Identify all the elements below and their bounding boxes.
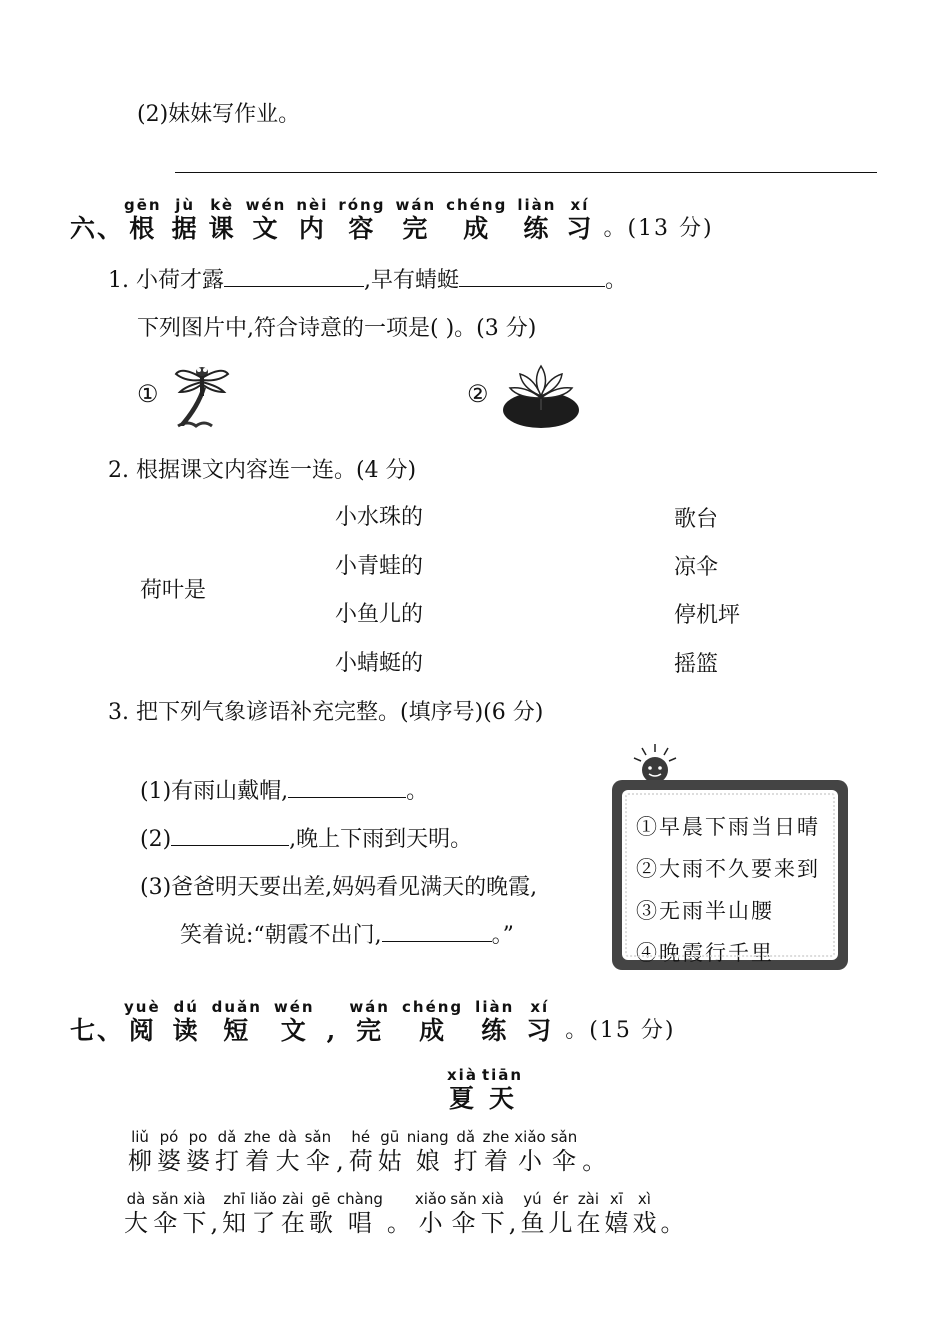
- q1-end: 。: [604, 268, 627, 293]
- q3-item-1: [140, 774, 428, 805]
- passage-line-1-hanzi: 婆: [186, 1147, 210, 1175]
- section-6-title-char: [209, 196, 236, 244]
- section-7-title-pinyin: xí: [530, 998, 550, 1016]
- passage-line-2-char: [548, 1190, 572, 1238]
- section-7-title-hanzi: 短: [223, 1016, 251, 1045]
- section-7-title-char: [274, 998, 315, 1046]
- passage-line-2-hanzi: 下: [480, 1209, 505, 1237]
- passage-line-1-pinyin: gū: [380, 1128, 400, 1146]
- q2-right-3[interactable]: 停机坪: [674, 603, 741, 628]
- passage-line-2-char: [250, 1190, 277, 1238]
- section-6-title-pinyin: jù: [175, 196, 196, 214]
- q3-item-2-end: ,晚上下雨到天明。: [289, 827, 473, 852]
- q3-item-3a: (3)爸爸明天要出差,妈妈看见满天的晚霞,: [140, 875, 538, 900]
- passage-line-2-char: [211, 1190, 219, 1238]
- passage-line-1-hanzi: 婆: [157, 1147, 181, 1175]
- passage-line-2-hanzi: ,: [508, 1209, 517, 1237]
- passage-line-1-pinyin: pó: [159, 1128, 179, 1146]
- passage-line-2-pinyin: xì: [637, 1190, 651, 1208]
- section-6-title-hanzi: 根: [129, 214, 157, 243]
- passage-line-2-char: [124, 1190, 148, 1238]
- passage-line-2-char: [281, 1190, 305, 1238]
- passage-line-2-char: [520, 1190, 544, 1238]
- section-6-title-hanzi: 内: [298, 214, 326, 243]
- passage-line-1-hanzi: 。: [582, 1147, 607, 1175]
- section-7-title-pinyin: wén: [273, 998, 315, 1016]
- passage-line-1-char: [514, 1128, 545, 1176]
- passage-line-2-char: [604, 1190, 628, 1238]
- passage-line-2-char: [309, 1190, 333, 1238]
- lotus-icon[interactable]: [500, 358, 582, 430]
- passage-line-1-char: [244, 1128, 271, 1176]
- section-6-title-char: [446, 196, 507, 244]
- section-7-title-pinyin: dú: [173, 998, 199, 1016]
- q3-item-1-end: 。: [406, 779, 429, 804]
- passage-title-pinyin: xià: [447, 1066, 478, 1084]
- passage-line-1-hanzi: ,: [336, 1147, 344, 1175]
- section-6-title-char: [566, 196, 593, 244]
- passage-line-2-char: [576, 1190, 600, 1238]
- section-6-title-char: [338, 196, 385, 244]
- passage-line-2-hanzi: 歌: [308, 1209, 333, 1237]
- passage-line-1-pinyin: dǎ: [456, 1128, 476, 1146]
- section-7-title-char: [349, 998, 390, 1046]
- passage-title-hanzi: 天: [489, 1084, 517, 1113]
- q1-label: 1. 小荷才露: [108, 268, 224, 293]
- q3-item-3b: [180, 918, 514, 949]
- section-7-title-hanzi: 成: [419, 1016, 447, 1045]
- passage-line-1-hanzi: 伞: [551, 1147, 576, 1175]
- passage-line-1-pinyin: dà: [278, 1128, 297, 1146]
- option-2-label[interactable]: ②: [467, 380, 489, 408]
- passage-line-1-char: [305, 1128, 332, 1176]
- section-7-prefix: 七、: [70, 1016, 125, 1045]
- passage-line-1-pinyin: niang: [406, 1128, 449, 1146]
- passage-line-2-hanzi: 大: [124, 1209, 148, 1237]
- section-6-title-pinyin: nèi: [296, 196, 329, 214]
- passage-line-1-hanzi: 打: [453, 1147, 478, 1175]
- passage-line-1-hanzi: 娘: [415, 1147, 440, 1175]
- passage-line-2-char: [183, 1190, 207, 1238]
- passage-line-1-char: [551, 1128, 578, 1176]
- passage-line-2-pinyin: dà: [126, 1190, 146, 1208]
- passage-line-2-hanzi: 嬉: [604, 1209, 629, 1237]
- passage-line-2-pinyin: zài: [577, 1190, 600, 1208]
- section-6-title-hanzi: 文: [252, 214, 280, 243]
- passage-line-2-hanzi: 小: [418, 1209, 443, 1237]
- q3-blank-3[interactable]: [382, 919, 492, 942]
- q3-item-3b-end: 。”: [491, 923, 514, 948]
- passage-line-1-char: [336, 1128, 344, 1176]
- passage-line-2-hanzi: 唱: [347, 1209, 372, 1237]
- passage-line-2-pinyin: xià: [481, 1190, 504, 1208]
- section-6-title: [124, 196, 603, 244]
- passage-line-1-hanzi: 小: [517, 1147, 542, 1175]
- passage-line-1-pinyin: po: [188, 1128, 208, 1146]
- section-7-title-pinyin: chéng: [402, 998, 464, 1016]
- q3-item-3b-text: 笑着说:“朝霞不出门,: [180, 923, 382, 948]
- section-7-title-hanzi: 练: [481, 1016, 509, 1045]
- section-7-title-hanzi: 文: [280, 1016, 308, 1045]
- section-7-title-pinyin: yuè: [124, 998, 161, 1016]
- section-7-title-hanzi: ,: [326, 1016, 338, 1045]
- section-6-title-hanzi: 课: [208, 214, 236, 243]
- section-7-title-hanzi: 阅: [128, 1016, 156, 1045]
- passage-line-1-hanzi: 大: [275, 1147, 300, 1175]
- q5-item-2: (2)妹妹写作业。: [137, 102, 301, 127]
- section-7-title-char: [212, 998, 262, 1046]
- proverb-item-3: ③无雨半山腰: [636, 899, 774, 923]
- passage-line-2-pinyin: yú: [523, 1190, 542, 1208]
- section-7-title-char: [475, 998, 514, 1046]
- passage-line-2-hanzi: 伞: [451, 1209, 476, 1237]
- passage-line-1-char: [157, 1128, 181, 1176]
- passage-line-2-pinyin: sǎn: [450, 1190, 477, 1208]
- section-7-score: 。(15 分): [565, 1018, 676, 1043]
- q2-middle-1[interactable]: 小水珠的: [335, 505, 424, 530]
- passage-line-2-char: [481, 1190, 505, 1238]
- passage-line-2-char: [450, 1190, 477, 1238]
- passage-line-1-hanzi: 伞: [305, 1147, 330, 1175]
- passage-line-2-pinyin: ér: [552, 1190, 569, 1208]
- q1-sub: 下列图片中,符合诗意的一项是( )。(3 分): [137, 316, 537, 341]
- passage-line-2-char: [337, 1190, 383, 1238]
- q1-blank-2[interactable]: [459, 264, 605, 287]
- passage-title-char: [482, 1066, 523, 1114]
- section-6-title-pinyin: chéng: [446, 196, 508, 214]
- passage-line-1-pinyin: liǔ: [131, 1128, 149, 1146]
- dragonfly-icon[interactable]: [168, 356, 230, 432]
- passage-line-2-char: [509, 1190, 517, 1238]
- option-1-label[interactable]: ①: [137, 380, 159, 408]
- q3-blank-2[interactable]: [171, 823, 289, 846]
- section-6-title-hanzi: 习: [566, 214, 594, 243]
- q1-mid: ,早有蜻蜓: [363, 268, 459, 293]
- passage-title-char: [447, 1066, 478, 1114]
- passage-line-1-pinyin: zhe: [482, 1128, 510, 1146]
- passage-line-2-pinyin: xī: [609, 1190, 623, 1208]
- passage-line-2-hanzi: 鱼: [520, 1209, 545, 1237]
- q3-item-2-text: (2): [140, 827, 172, 852]
- passage-line-2-hanzi: 知: [222, 1209, 247, 1237]
- passage-line-2: [124, 1190, 688, 1238]
- passage-line-1-char: [454, 1128, 478, 1176]
- section-6-title-char: [395, 196, 436, 244]
- passage-line-1-pinyin: sǎn: [304, 1128, 332, 1146]
- passage-line-1-hanzi: 姑: [377, 1147, 402, 1175]
- passage-line-1-hanzi: 荷: [348, 1147, 373, 1175]
- section-6-title-char: [172, 196, 199, 244]
- passage-line-2-hanzi: 下: [182, 1209, 207, 1237]
- q2-middle-3[interactable]: 小鱼儿的: [335, 602, 424, 627]
- proverb-box-inner: [622, 790, 838, 965]
- q2-middle-2[interactable]: 小青蛙的: [335, 554, 424, 579]
- section-6-title-char: [517, 196, 556, 244]
- passage-line-1-char: [407, 1128, 449, 1176]
- section-7-title-pinyin: liàn: [475, 998, 515, 1016]
- passage-line-2-char: [415, 1190, 446, 1238]
- passage-line-2-pinyin: chàng: [336, 1190, 383, 1208]
- passage-line-2-pinyin: zhī: [223, 1190, 245, 1208]
- passage-line-2-pinyin: gē: [311, 1190, 331, 1208]
- section-7-title-pinyin: wán: [349, 998, 390, 1016]
- section-7-title-char: [526, 998, 553, 1046]
- q1-blank-1[interactable]: [224, 264, 364, 287]
- passage-line-2-char: [222, 1190, 246, 1238]
- passage-line-2-pinyin: zài: [282, 1190, 304, 1208]
- passage-line-2-pinyin: sǎn: [152, 1190, 179, 1208]
- section-7-title-char: [402, 998, 463, 1046]
- passage-line-2-hanzi: 戏: [632, 1209, 657, 1237]
- q3-blank-1[interactable]: [288, 775, 406, 798]
- section-6-heading: [70, 196, 714, 244]
- passage-line-1-char: [186, 1128, 210, 1176]
- proverb-item-4: ④晚霞行千里: [636, 941, 774, 965]
- passage-line-1-pinyin: xiǎo: [514, 1128, 546, 1146]
- passage-line-1-pinyin: hé: [351, 1128, 371, 1146]
- section-6-title-pinyin: wán: [395, 196, 437, 214]
- passage-line-2-hanzi: 儿: [548, 1209, 573, 1237]
- proverb-item-2: ②大雨不久要来到: [636, 857, 820, 881]
- q3-item-1-text: (1)有雨山戴帽,: [140, 779, 289, 804]
- q3-item-2: [140, 822, 472, 853]
- passage-line-1-pinyin: sǎn: [550, 1128, 578, 1146]
- q1-line: [108, 263, 627, 294]
- q3-label: 3. 把下列气象谚语补充完整。(填序号)(6 分): [108, 700, 544, 725]
- passage-title-pinyin: tiān: [481, 1066, 524, 1084]
- passage-line-2-hanzi: 。: [660, 1209, 685, 1237]
- passage-line-1-pinyin: dǎ: [217, 1128, 237, 1146]
- section-7-title-hanzi: 习: [526, 1016, 554, 1045]
- section-6-title-char: [124, 196, 162, 244]
- passage-line-1-hanzi: 柳: [128, 1147, 152, 1175]
- section-6-title-pinyin: gēn: [124, 196, 162, 214]
- section-6-title-hanzi: 据: [171, 214, 199, 243]
- passage-line-1-char: [349, 1128, 373, 1176]
- passage-line-2-pinyin: xià: [183, 1190, 206, 1208]
- section-7-heading: [70, 998, 675, 1046]
- section-6-title-hanzi: 完: [402, 214, 430, 243]
- passage-line-2-hanzi: 。: [386, 1209, 411, 1237]
- passage-line-1-char: [378, 1128, 402, 1176]
- passage-line-2-pinyin: xiǎo: [414, 1190, 447, 1208]
- proverb-box: [612, 780, 848, 970]
- q2-right-4[interactable]: 摇篮: [674, 652, 719, 677]
- passage-line-2-char: [660, 1190, 684, 1238]
- section-6-title-hanzi: 成: [463, 214, 491, 243]
- passage-line-1: [128, 1128, 611, 1176]
- passage-line-1-char: [276, 1128, 300, 1176]
- section-7-title-char: [173, 998, 200, 1046]
- passage-line-2-hanzi: 了: [251, 1209, 276, 1237]
- passage-line-2-hanzi: 伞: [153, 1209, 178, 1237]
- passage-line-2-char: [387, 1190, 411, 1238]
- section-6-score: 。(13 分): [603, 216, 714, 241]
- q2-left: 荷叶是: [140, 578, 207, 603]
- section-6-title-char: [296, 196, 328, 244]
- passage-line-2-pinyin: liǎo: [250, 1190, 277, 1208]
- section-6-title-pinyin: róng: [338, 196, 386, 214]
- answer-line[interactable]: [175, 172, 877, 173]
- passage-line-1-pinyin: zhe: [244, 1128, 271, 1146]
- section-7-title-hanzi: 读: [172, 1016, 200, 1045]
- passage-line-1-hanzi: 着: [245, 1147, 270, 1175]
- passage-line-1-hanzi: 着: [483, 1147, 508, 1175]
- section-6-title-pinyin: xí: [570, 196, 590, 214]
- passage-line-1-char: [582, 1128, 606, 1176]
- section-7-title-char: [124, 998, 161, 1046]
- section-7-title-hanzi: 完: [356, 1016, 384, 1045]
- passage-line-2-hanzi: 在: [280, 1209, 305, 1237]
- passage-line-1-hanzi: 打: [215, 1147, 239, 1175]
- section-6-title-pinyin: kè: [210, 196, 234, 214]
- passage-line-2-hanzi: 在: [576, 1209, 601, 1237]
- section-6-title-pinyin: liàn: [517, 196, 557, 214]
- section-7-title: [124, 998, 565, 1046]
- section-7-title-pinyin: duǎn: [211, 998, 262, 1016]
- section-6-title-hanzi: 练: [523, 214, 551, 243]
- q2-middle-4[interactable]: 小蜻蜓的: [335, 651, 424, 676]
- section-6-title-pinyin: wén: [245, 196, 287, 214]
- q2-right-1[interactable]: 歌台: [674, 507, 719, 532]
- passage-line-2-char: [632, 1190, 656, 1238]
- passage-line-1-char: [215, 1128, 239, 1176]
- section-7-title-char: [327, 998, 338, 1046]
- q2-label: 2. 根据课文内容连一连。(4 分): [108, 458, 417, 483]
- section-6-title-hanzi: 容: [348, 214, 376, 243]
- passage-line-1-char: [483, 1128, 510, 1176]
- passage-line-2-char: [152, 1190, 179, 1238]
- proverb-item-1: ①早晨下雨当日晴: [636, 815, 820, 839]
- passage-title: [447, 1066, 527, 1114]
- section-6-title-char: [246, 196, 287, 244]
- passage-line-2-hanzi: ,: [210, 1209, 219, 1237]
- q2-right-2[interactable]: 凉伞: [674, 555, 719, 580]
- section-6-prefix: 六、: [70, 214, 125, 243]
- passage-title-hanzi: 夏: [448, 1084, 476, 1113]
- passage-line-1-char: [128, 1128, 152, 1176]
